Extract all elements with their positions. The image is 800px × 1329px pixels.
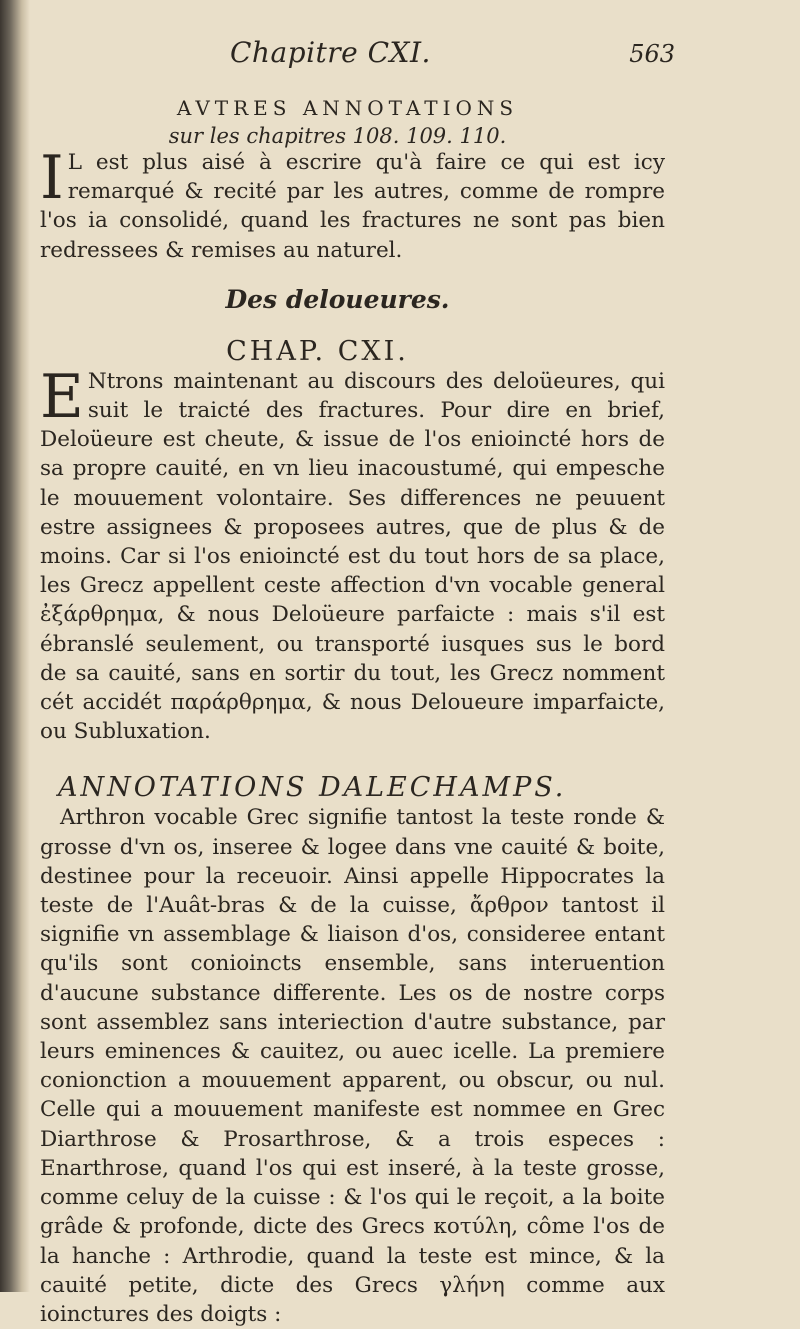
paragraph-text: Arthron vocable Grec signifie tantost la teste ronde & grosse d'vn os, inseree & logee dans vne cauité & boite, destinee pour la receuoir. Ainsi appelle Hippocrates la teste de l'Auât-bras & de la cuisse, ἄρθρον tantost il signifie vn assemblage & liaison d'os, consideree entant qu'ils sont conioincts ensemble, sans interuention d'aucune substance differente. Les os de nostre corps sont assemblez sans interiection d'autre substance, par leurs eminences & cauitez, ou auec icelle. La premiere conionction a mouuement apparent, ou obscur, ou nul. Celle qui a mouuement manifeste est nommee en Grec Diarthrose & Prosarthrose, & a trois especes : Enarthrose, quand l'os qui est inseré, à la teste grosse, comme celuy de la cuisse : & l'os qui le reçoit, a la boite grâde & profonde, dicte des Grecs κοτύλη, côme l'os de la hanche : Arthrodie, quand la teste est mince, & la cauité petite, dicte des Grecs γλήνη comme aux ioinctures des doigts :	[40, 805, 665, 1327]
paragraph-text: Ntrons maintenant au discours des deloüeures, qui suit le traicté des fractures. Pour dire en brief, Deloüeure est cheute, & issue de l'os enioincté hors de sa propre cauité, en vn lieu inacoustumé, qui empesche le mouuement volontaire. Ses differences ne peuuent estre assignees & proposees autres, que de plus & de moins. Car si l'os enioincté est du tout hors de sa place, les Grecz appellent ceste affection d'vn vocable general ἐξάρθρημα, & nous Deloüeure parfaicte : mais s'il est ébranslé seulement, ou transporté iusques sus le bord de sa cauité, sans en sortir du tout, les Grecz nomment cét accidét παράρθρημα, & nous Deloueure imparfaicte, ou Subluxation.	[40, 368, 665, 745]
book-page	[40, 30, 675, 1327]
drop-cap-initial: E	[40, 361, 84, 432]
paragraph-text: L est plus aisé à escrire qu'à faire ce qui est icy remarqué & recité par les autres, comme de rompre l'os ia consolidé, quand les fractures ne sont pas bien redressees & remises au naturel.	[40, 150, 665, 263]
running-head-chapter: Chapitre CXI.	[230, 36, 431, 69]
book-spine-shadow	[0, 0, 30, 1292]
paragraph-fractures-note	[40, 143, 665, 265]
section-title: AVTRES ANNOTATIONS	[176, 96, 519, 120]
page-number: 563	[629, 40, 675, 68]
annotations-heading: ANNOTATIONS DALECHAMPS.	[58, 772, 567, 804]
section-subtitle: sur les chapitres 108. 109. 110.	[168, 124, 507, 148]
running-head	[40, 30, 675, 76]
paragraph-arthron	[40, 803, 665, 1329]
drop-cap-initial: I	[40, 143, 64, 213]
chapter-number-title: CHAP. CXI.	[226, 335, 409, 367]
chapter-heading: Des deloueures.	[225, 284, 450, 314]
paragraph-deloueures	[40, 361, 665, 747]
